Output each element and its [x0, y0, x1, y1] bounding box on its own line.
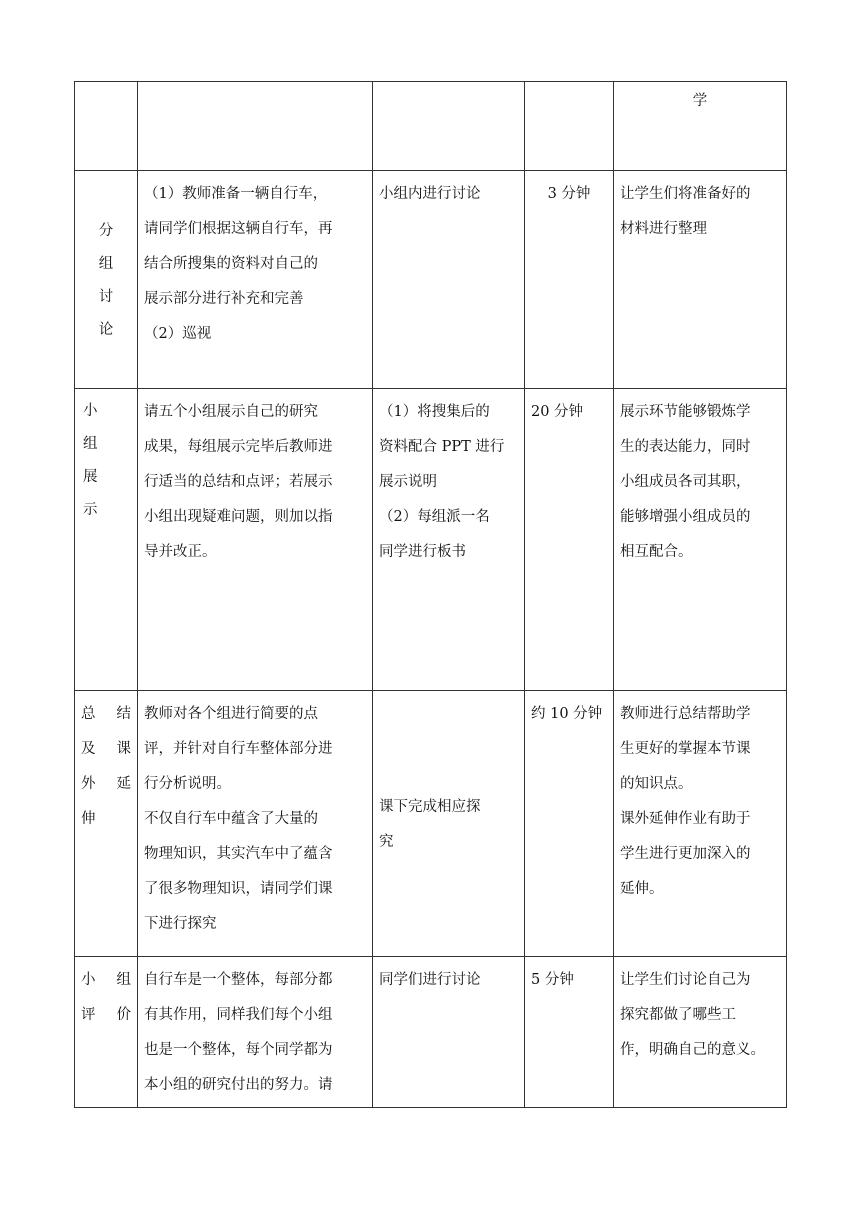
design-line: 学 — [692, 93, 708, 109]
table-row — [75, 691, 787, 957]
time-cell — [525, 82, 614, 171]
student-activity-cell — [373, 691, 525, 957]
design-intent-cell — [614, 82, 787, 171]
content-line: 行适当的总结和点评；若展示 — [144, 474, 333, 490]
design-line: 课外延伸作业有助于 — [620, 811, 751, 827]
stage-cell — [75, 389, 138, 691]
stage-label: 示 — [83, 502, 98, 518]
time-cell — [525, 957, 614, 1108]
teacher-activity-cell — [138, 171, 373, 389]
stage-cell — [75, 171, 138, 389]
content-line: （1）教师准备一辆自行车， — [144, 186, 328, 202]
stage-label: 小 — [83, 403, 98, 419]
content-line: 结合所搜集的资料对自己的 — [144, 256, 318, 272]
design-line: 小组成员各司其职， — [620, 474, 751, 490]
design-line: 能够增强小组成员的 — [620, 509, 751, 525]
content-line: （2）巡视 — [144, 326, 212, 342]
design-line: 让学生们讨论自己为 — [620, 972, 751, 988]
time-value: 5 分钟 — [531, 972, 574, 988]
lesson-plan-table — [74, 81, 787, 1108]
time-value: 约 10 分钟 — [531, 706, 603, 722]
stage-label: 展 — [83, 469, 98, 485]
content-line: 请同学们根据这辆自行车，再 — [144, 221, 333, 237]
design-line: 学生进行更加深入的 — [620, 846, 751, 862]
student-line: 资料配合 PPT 进行 — [379, 439, 505, 455]
time-cell — [525, 691, 614, 957]
stage-label: 总 结 — [81, 706, 131, 722]
stage-label: 讨 — [98, 288, 114, 305]
design-line: 相互配合。 — [620, 544, 693, 560]
stage-label: 论 — [98, 321, 114, 338]
stage-cell — [75, 82, 138, 171]
student-line: 同学进行板书 — [379, 544, 466, 560]
student-activity-cell — [373, 171, 525, 389]
stage-label: 组 — [83, 436, 98, 452]
teacher-activity-cell — [138, 957, 373, 1108]
teacher-activity-cell — [138, 691, 373, 957]
content-line: 不仅自行车中蕴含了大量的 — [144, 811, 318, 827]
teacher-activity-cell — [138, 82, 373, 171]
design-line: 生的表达能力，同时 — [620, 439, 751, 455]
design-intent-cell — [614, 389, 787, 691]
design-line: 材料进行整理 — [620, 221, 707, 237]
table-row — [75, 957, 787, 1108]
content-line: 评，并针对自行车整体部分进 — [144, 741, 333, 757]
content-line: 本小组的研究付出的努力。请 — [144, 1077, 333, 1093]
stage-cell — [75, 957, 138, 1108]
student-line: 小组内进行讨论 — [379, 186, 481, 202]
content-line: 教师对各个组进行简要的点 — [144, 706, 318, 722]
design-line: 教师进行总结帮助学 — [620, 706, 751, 722]
stage-label: 小 组 — [81, 972, 131, 988]
time-cell — [525, 171, 614, 389]
stage-label: 及 课 — [81, 741, 131, 757]
content-line: 了很多物理知识，请同学们课 — [144, 881, 333, 897]
content-line: 行分析说明。 — [144, 776, 231, 792]
design-line: 探究都做了哪些工 — [620, 1007, 736, 1023]
student-activity-cell — [373, 957, 525, 1108]
design-line: 展示环节能够锻炼学 — [620, 404, 751, 420]
design-line: 的知识点。 — [620, 776, 693, 792]
stage-label: 组 — [98, 255, 114, 272]
student-line: （2）每组派一名 — [379, 509, 490, 525]
design-intent-cell — [614, 171, 787, 389]
student-line: 课下完成相应探 — [379, 798, 481, 815]
content-line: 小组出现疑难问题，则加以指 — [144, 509, 333, 525]
content-line: 下进行探究 — [144, 916, 217, 932]
student-activity-cell — [373, 82, 525, 171]
stage-label: 伸 — [81, 811, 96, 827]
student-line: 同学们进行讨论 — [379, 972, 481, 988]
content-line: 请五个小组展示自己的研究 — [144, 404, 318, 420]
content-line: 自行车是一个整体，每部分都 — [144, 972, 333, 988]
student-line: 究 — [379, 833, 394, 850]
teacher-activity-cell — [138, 389, 373, 691]
table-row — [75, 171, 787, 389]
design-intent-cell — [614, 691, 787, 957]
stage-label: 评 价 — [81, 1007, 131, 1023]
student-line: 展示说明 — [379, 474, 437, 490]
design-line: 延伸。 — [620, 881, 664, 897]
table-row — [75, 82, 787, 171]
time-value: 20 分钟 — [531, 404, 584, 420]
stage-label: 分 — [98, 222, 114, 239]
content-line: 有其作用，同样我们每个小组 — [144, 1007, 333, 1023]
content-line: 物理知识，其实汽车中了蕴含 — [144, 846, 333, 862]
content-line: 展示部分进行补充和完善 — [144, 291, 304, 307]
time-cell — [525, 389, 614, 691]
design-intent-cell — [614, 957, 787, 1108]
table-row — [75, 389, 787, 691]
content-line: 成果，每组展示完毕后教师进 — [144, 439, 333, 455]
design-line: 让学生们将准备好的 — [620, 186, 751, 202]
stage-cell — [75, 691, 138, 957]
time-value: 3 分钟 — [547, 186, 591, 202]
student-activity-cell — [373, 389, 525, 691]
content-line: 导并改正。 — [144, 544, 217, 560]
stage-label: 外 延 — [81, 776, 131, 792]
design-line: 作，明确自己的意义。 — [620, 1042, 765, 1058]
content-line: 也是一个整体，每个同学都为 — [144, 1042, 333, 1058]
student-line: （1）将搜集后的 — [379, 404, 490, 420]
design-line: 生更好的掌握本节课 — [620, 741, 751, 757]
